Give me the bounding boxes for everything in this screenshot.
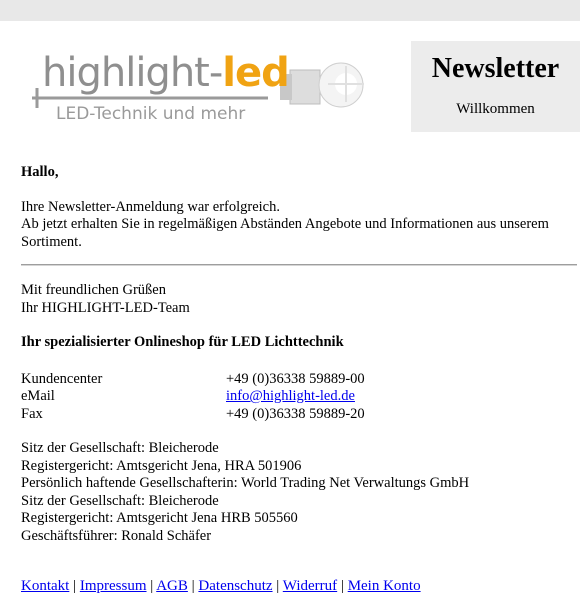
contact-row-fax	[21, 406, 577, 424]
company-line: Sitz der Gesellschaft: Bleicherode	[21, 440, 219, 456]
footer-separator: |	[340, 578, 344, 594]
footer-separator: |	[150, 578, 154, 594]
closing: Mit freundlichen Grüßen	[21, 282, 166, 298]
logo-wordmark-prefix: highlight-	[42, 50, 223, 96]
newsletter-subtitle: Willkommen	[456, 101, 535, 117]
info-line: Ab jetzt erhalten Sie in regelmäßigen Abständen Angebote und Informationen aus unserem Sortiment.	[21, 216, 549, 250]
company-line: Registergericht: Amtsgericht Jena HRB 505560	[21, 510, 298, 526]
company-line: Geschäftsführer: Ronald Schäfer	[21, 527, 212, 544]
email-link[interactable]: info@highlight-led.de	[226, 388, 355, 404]
logo-wordmark-accent: led	[222, 50, 289, 96]
contact-phone: +49 (0)36338 59889-00	[226, 370, 365, 387]
signature-section	[21, 282, 577, 545]
shop-tagline: Ihr spezialisierter Onlineshop für LED Lichttechnik	[21, 334, 344, 350]
logo-tagline: LED-Technik und mehr	[56, 104, 246, 124]
footer-link-kontakt[interactable]: Kontakt	[21, 578, 70, 594]
top-bar	[0, 0, 580, 21]
divider	[21, 264, 577, 266]
contact-row-email	[21, 388, 577, 406]
contact-label: eMail	[21, 388, 55, 404]
company-line: Sitz der Gesellschaft: Bleicherode	[21, 492, 219, 509]
footer-separator: |	[276, 578, 280, 594]
contact-fax: +49 (0)36338 59889-20	[226, 405, 365, 422]
company-line: Registergericht: Amtsgericht Jena, HRA 501906	[21, 457, 302, 474]
footer-link-mein-konto[interactable]: Mein Konto	[347, 578, 421, 594]
footer-link-datenschutz[interactable]: Datenschutz	[198, 578, 273, 594]
footer-link-widerruf[interactable]: Widerruf	[282, 578, 338, 594]
newsletter-title: Newsletter	[431, 53, 560, 84]
team-name: Ihr HIGHLIGHT-LED-Team	[21, 299, 190, 316]
greeting: Hallo,	[21, 164, 59, 180]
contact-table	[21, 371, 577, 424]
highlight-led-logo[interactable]	[28, 44, 368, 136]
footer-link-impressum[interactable]: Impressum	[79, 578, 147, 594]
contact-row-phone	[21, 371, 577, 389]
message-body	[21, 164, 577, 251]
confirmation-line: Ihre Newsletter-Anmeldung war erfolgreich.	[21, 198, 280, 215]
footer-links	[21, 578, 421, 595]
footer-separator: |	[73, 578, 77, 594]
company-line: Persönlich haftende Gesellschafterin: World Trading Net Verwaltungs GmbH	[21, 475, 470, 491]
logo-wordmark	[42, 48, 289, 98]
footer-link-agb[interactable]: AGB	[156, 578, 188, 594]
company-info	[21, 440, 577, 545]
newsletter-header-box	[411, 41, 580, 132]
contact-label: Kundencenter	[21, 370, 103, 387]
footer-separator: |	[191, 578, 195, 594]
contact-label: Fax	[21, 405, 43, 422]
